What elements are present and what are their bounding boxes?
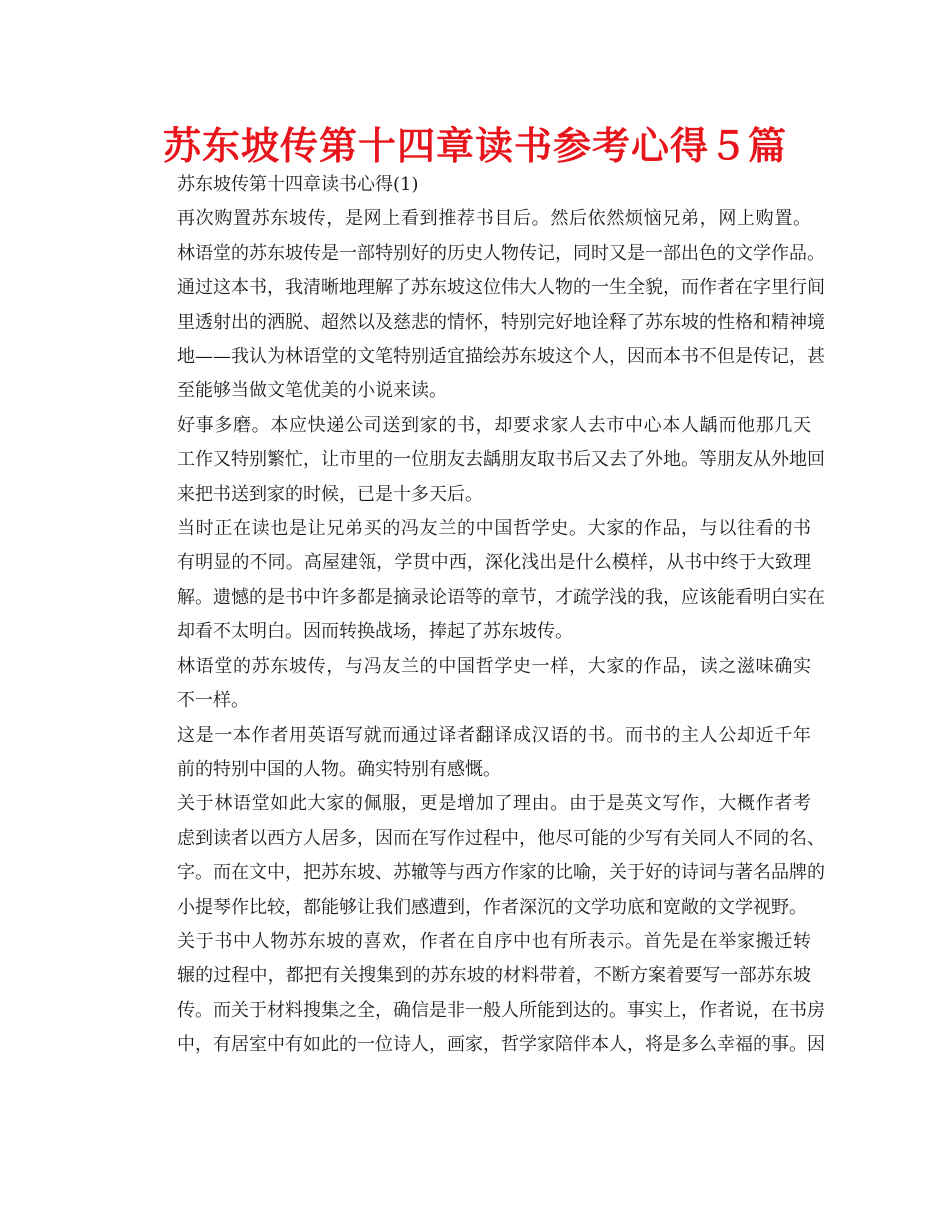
text-line: 通过这本书，我清晰地理解了苏东坡这位伟大人物的一生全貌，而作者在字里行间 [177, 277, 825, 299]
paragraph-4 [141, 650, 811, 719]
text-line: 不一样。 [177, 690, 249, 712]
text-line: 却看不太明白。因而转换战场，捧起了苏东坡传。 [177, 621, 573, 643]
text-line: 小提琴作比较，都能够让我们感遭到，作者深沉的文学功底和宽敞的文学视野。 [177, 896, 807, 918]
paragraph-3 [141, 512, 825, 650]
section-subtitle: 苏东坡传第十四章读书心得(1) [177, 174, 419, 195]
text-line: 当时正在读也是让兄弟买的冯友兰的中国哲学史。大家的作品，与以往看的书 [177, 518, 811, 540]
text-line: 好事多磨。本应快递公司送到家的书，却要求家人去市中心本人龋而他那几天 [177, 414, 811, 436]
paragraph-1 [141, 202, 825, 408]
text-line: 里透射出的洒脱、超然以及慈悲的情怀，特别完好地诠释了苏东坡的性格和精神境 [177, 311, 825, 333]
text-line: 再次购置苏东坡传，是网上看到推荐书目后。然后依然烦恼兄弟，网上购置。 [177, 208, 811, 230]
text-line: 中，有居室中有如此的一位诗人，画家，哲学家陪伴本人，将是多么幸福的事。因 [177, 1034, 825, 1056]
text-line: 辗的过程中，都把有关搜集到的苏东坡的材料带着，不断方案着要写一部苏东坡 [177, 965, 811, 987]
text-line: 这是一本作者用英语写就而通过译者翻译成汉语的书。而书的主人公却近千年 [177, 724, 811, 746]
text-line: 虑到读者以西方人居多，因而在写作过程中，他尽可能的少写有关同人不同的名、 [177, 827, 825, 849]
text-line: 林语堂的苏东坡传是一部特别好的历史人物传记，同时又是一部出色的文学作品。 [177, 242, 825, 264]
document-body [141, 168, 825, 1063]
text-line: 关于林语堂如此大家的佩服，更是增加了理由。由于是英文写作，大概作者考 [177, 793, 811, 815]
text-line: 字。而在文中，把苏东坡、苏辙等与西方作家的比喻，关于好的诗词与著名品牌的 [177, 862, 825, 884]
text-line: 解。遗憾的是书中许多都是摘录论语等的章节，才疏学浅的我，应该能看明白实在 [177, 586, 825, 608]
text-line: 地——我认为林语堂的文笔特别适宜描绘苏东坡这个人，因而本书不但是传记，甚 [177, 346, 825, 368]
text-line: 来把书送到家的时候，已是十多天后。 [177, 483, 483, 505]
text-line: 工作又特别繁忙，让市里的一位朋友去龋朋友取书后又去了外地。等朋友从外地回 [177, 449, 825, 471]
paragraph-6 [141, 787, 825, 925]
text-line: 林语堂的苏东坡传，与冯友兰的中国哲学史一样，大家的作品，读之滋味确实 [177, 655, 811, 677]
text-line: 有明显的不同。高屋建瓴，学贯中西，深化浅出是什么模样，从书中终于大致理 [177, 552, 811, 574]
text-line: 至能够当做文笔优美的小说来读。 [177, 380, 447, 402]
text-line: 传。而关于材料搜集之全，确信是非一般人所能到达的。事实上，作者说，在书房 [177, 999, 825, 1021]
text-line: 关于书中人物苏东坡的喜欢，作者在自序中也有所表示。首先是在举家搬迁转 [177, 930, 811, 952]
text-line: 前的特别中国的人物。确实特别有感慨。 [177, 758, 501, 780]
paragraph-2 [141, 409, 825, 512]
paragraph-5 [141, 719, 811, 788]
paragraph-7 [141, 925, 825, 1063]
document-title: 苏东坡传第十四章读书参考心得５篇 [162, 124, 787, 168]
